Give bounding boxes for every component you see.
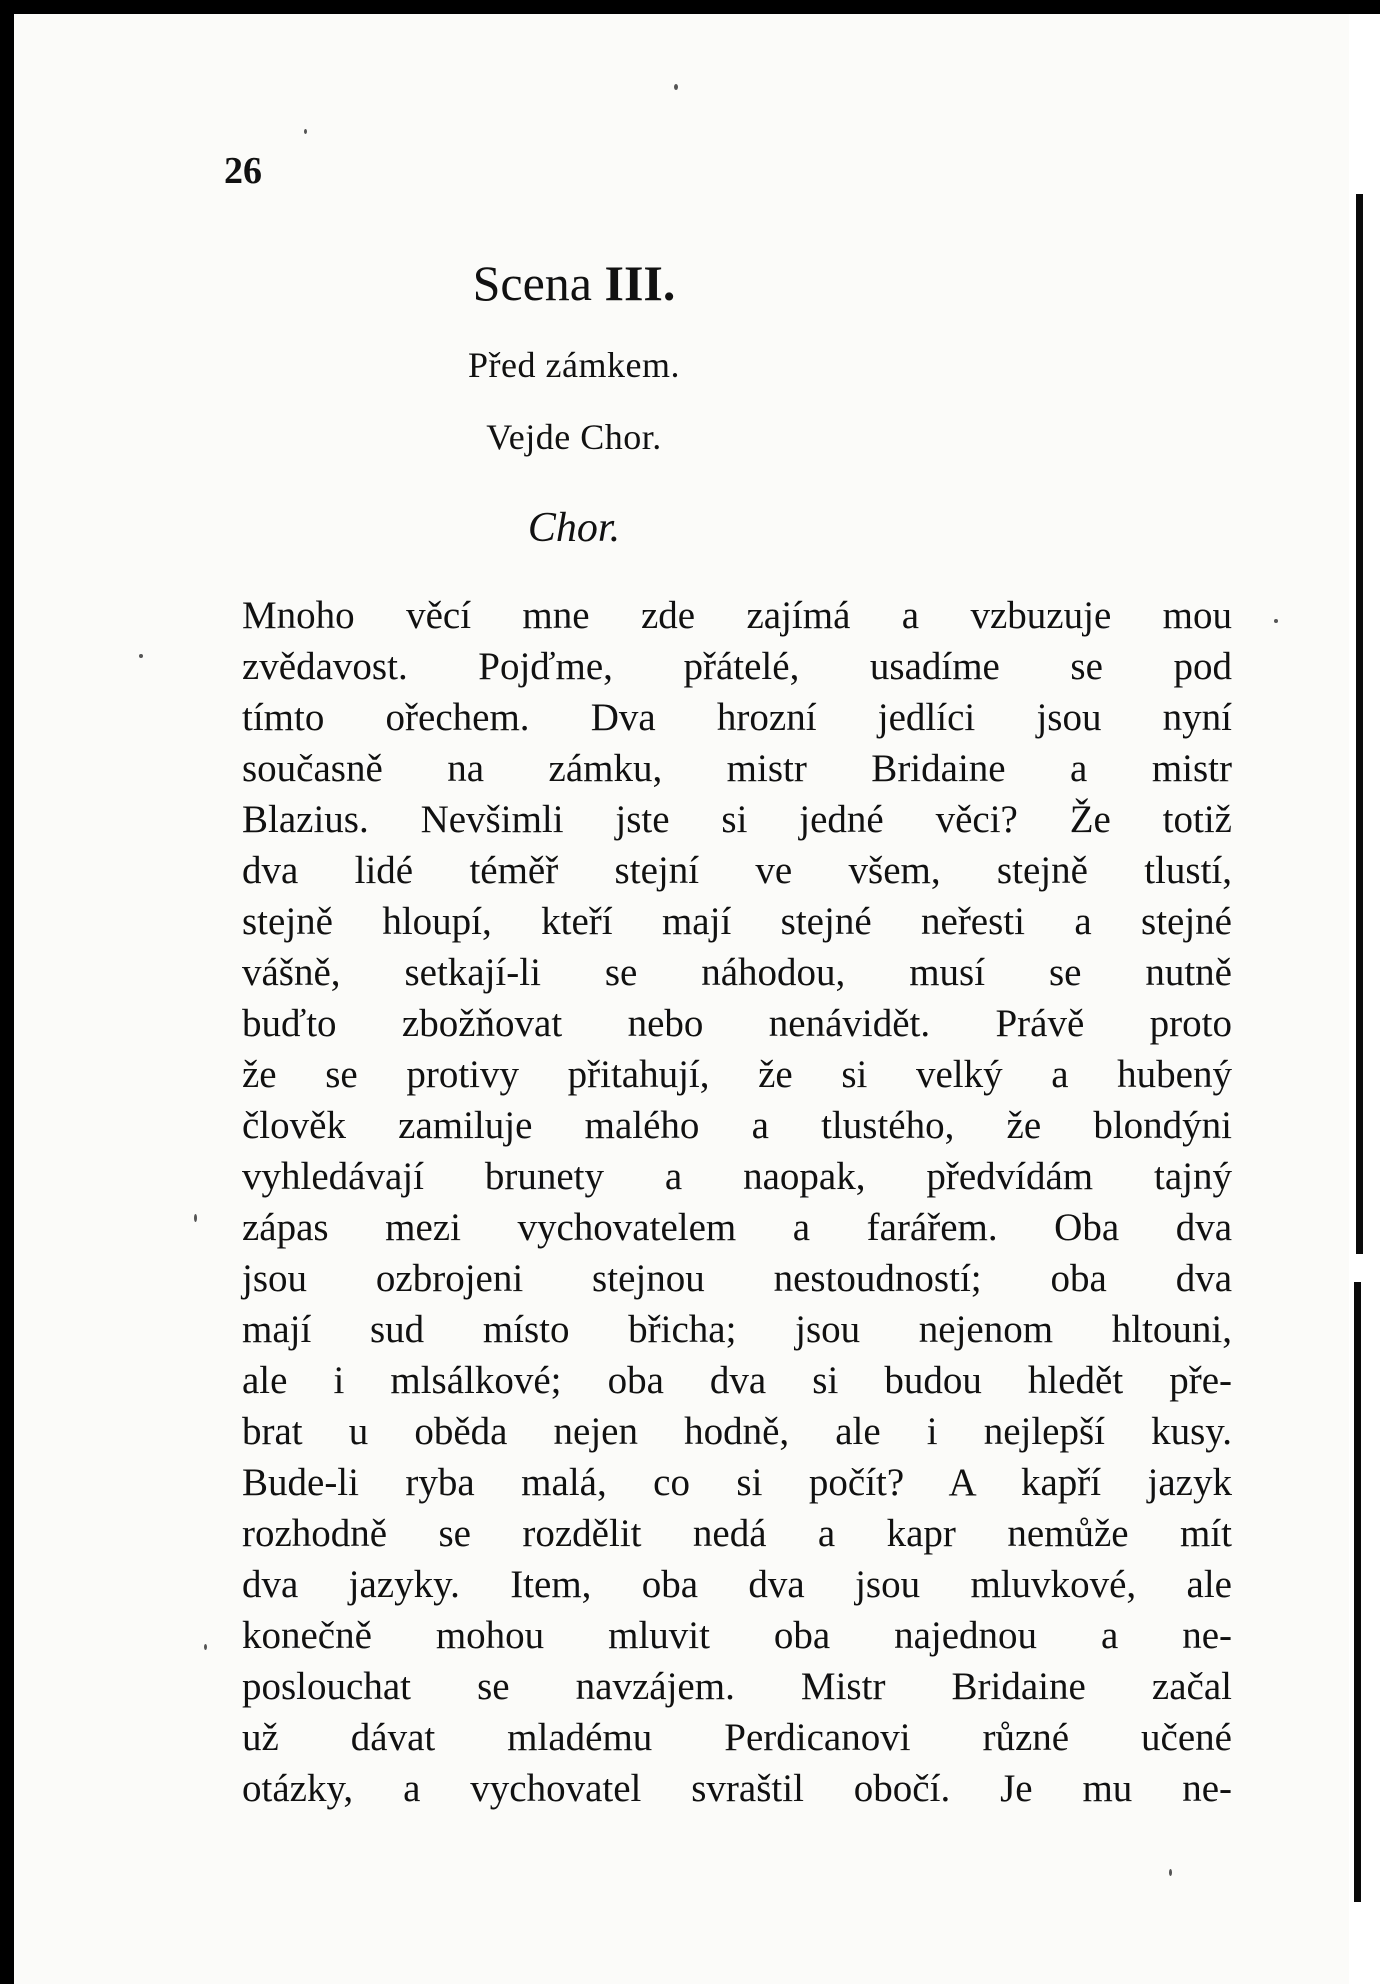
scan-speck [139,654,143,658]
speech-line: rozhodně se rozdělit nedá a kapr nemůže mít [242,1512,1232,1555]
scene-title [14,254,1134,312]
speech-line: ale i mlsálkové; oba dva si budou hledět pře- [242,1359,1232,1402]
speech-text [242,590,1232,1814]
scene-title-prefix: Scena [472,255,592,311]
speech-line: že se protivy přitahují, že si velký a hubený [242,1053,1232,1096]
scene-title-number: III. [604,255,676,311]
edge-shadow [1354,1282,1361,1902]
speech-line: vášně, setkají-li se náhodou, musí se nutně [242,951,1232,994]
page-number: 26 [224,150,262,192]
speech-line: současně na zámku, mistr Bridaine a mistr [242,747,1232,790]
scan-speck [674,84,678,90]
speech-line: dva lidé téměř stejní ve všem, stejně tlustí, [242,849,1232,892]
scene-setting: Před zámkem. [468,345,680,385]
speech-line: Mnoho věcí mne zde zajímá a vzbuzuje mou [242,594,1232,637]
speech-line: dva jazyky. Item, oba dva jsou mluvkové, ale [242,1563,1232,1606]
speech-line: tímto ořechem. Dva hrozní jedlíci jsou nyní [242,696,1232,739]
speech-line: buďto zbožňovat nebo nenávidět. Právě proto [242,1002,1232,1045]
speech-line: stejně hloupí, kteří mají stejné neřesti a stejné [242,900,1232,943]
speech-line: už dávat mladému Perdicanovi různé učené [242,1716,1232,1759]
page-sheet [14,14,1349,1984]
speech-line: brat u oběda nejen hodně, ale i nejlepší kusy. [242,1410,1232,1453]
page-edge [1349,14,1380,1984]
speech-line: poslouchat se navzájem. Mistr Bridaine začal [242,1665,1232,1708]
scan-speck [1169,1869,1172,1876]
scan-speck [204,1644,207,1650]
speech-line: Blazius. Nevšimli jste si jedné věci? Že totiž [242,798,1232,841]
speech-line: jsou ozbrojeni stejnou nestoudností; oba dva [242,1257,1232,1300]
speech-line: mají sud místo břicha; jsou nejenom hltouni, [242,1308,1232,1351]
speech-line: zápas mezi vychovatelem a farářem. Oba dva [242,1206,1232,1249]
edge-shadow [1356,194,1363,1254]
speaker-name: Chor. [527,505,621,551]
speech-line: vyhledávají brunety a naopak, předvídám tajný [242,1155,1232,1198]
scan-speck [304,129,307,134]
speech-line: Bude-li ryba malá, co si počít? A kapří jazyk [242,1461,1232,1504]
speech-line: otázky, a vychovatel svraštil obočí. Je mu ne- [242,1767,1232,1810]
scan-speck [194,1214,197,1222]
speech-line: konečně mohou mluvit oba najednou a ne- [242,1614,1232,1657]
speech-line: zvědavost. Pojďme, přátelé, usadíme se pod [242,645,1232,688]
scan-speck [1274,619,1278,623]
speech-line: člověk zamiluje malého a tlustého, že blondýni [242,1104,1232,1147]
stage-direction: Vejde Chor. [486,417,662,457]
